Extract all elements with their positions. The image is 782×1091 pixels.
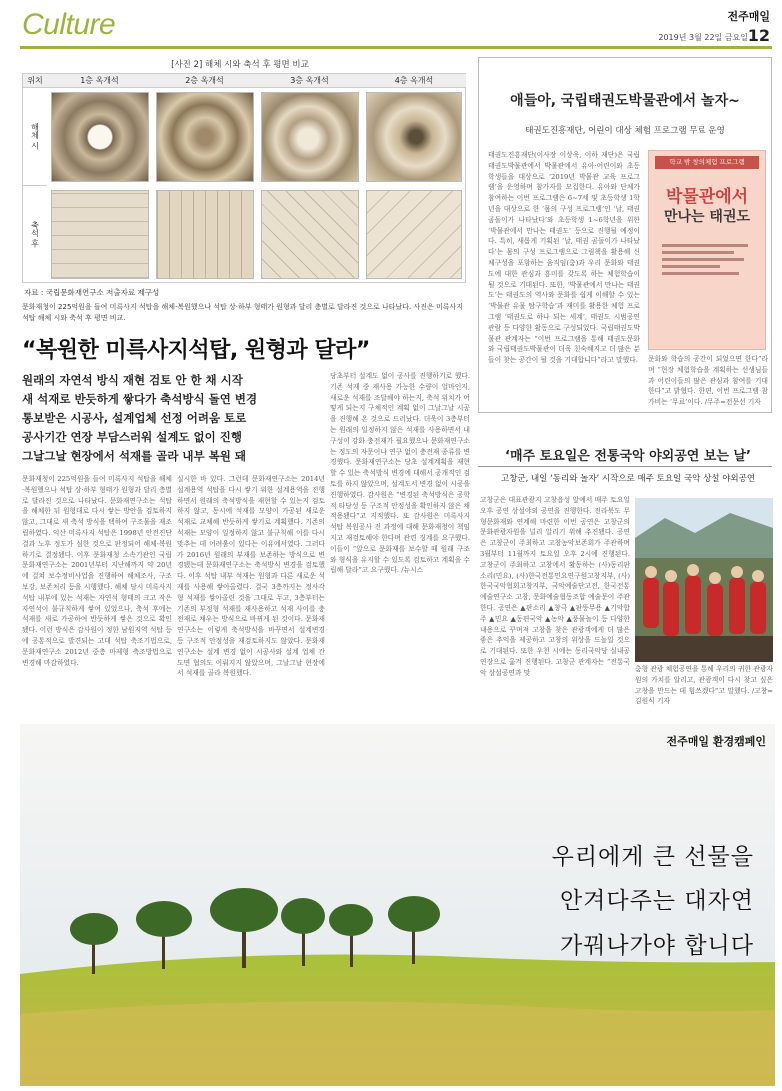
main-headline: “복원한 미륵사지석탑, 원형과 달라” <box>22 338 370 363</box>
photo-floor1-dismantle <box>51 92 149 182</box>
photo-floor3-after <box>261 190 359 279</box>
paper-name: 전주매일 <box>727 10 770 23</box>
column-header-1: 1층 옥개석 <box>47 74 152 88</box>
row-label-after: 축석 후 <box>30 221 40 248</box>
poster-details <box>662 244 758 296</box>
article-column-3: 당초부터 설계도 없이 공사를 진행하기로 했다. 기존 석재 중 재사용 가능한 수량이 얼마인지, 새로운 석재를 조달해야 하는지, 축석 위치가 어떻게 되는지 구체적인 계획 없이 그날그날 시공을 진행해 온 것으로 드러났다. 더욱이 3층부터는 원래의 일정하지 않은 석재를 사용하면서 내구성이 강화 충전재가 필요했으나 문화재연구소는 정도의 자문이나 연구 없이 충전재 종류를 변경했다. 문화재연구소는 당초 설계계획을 재현할 수 있는 축석방식 변경에 대해서 공개적인 검토를 하지 않았으며, 설계도서 변경 없이 시공을 진행하였다. 감사원은 “변경된 축석방식은 공학적 타당성 등 구조적 안정성을 확인하지 않은 채 적용됐다”고 지적했다. 또 감사원은 미륵사지 석탑 복원공사 전 과정에 대해 문화재청이 책임지고 재검토해야 한다며 관련 징계를 요구했다. 이들이 “앞으로 문화재를 보수할 때 원래 구조와 형식을 유지할 수 있도록 검토하고 계획을 수립해 달라”고 요구했다. /뉴시스 <box>330 372 470 575</box>
ad-slogan-line-1: 우리에게 큰 선물을 <box>551 844 754 870</box>
subheading-5: 그날그날 현장에서 석재를 골라 내부 복원 돼 <box>22 449 246 463</box>
column-header-2: 2층 옥개석 <box>152 74 257 88</box>
poster-title-line1: 박물관에서 <box>665 187 749 207</box>
column-header-4: 4층 옥개석 <box>362 74 466 88</box>
subheading-3: 통보받은 시공사, 설계업체 선정 어려움 토로 <box>22 411 247 425</box>
gugak-article-body: 고창군은 대표관광지 고창읍성 앞에서 매주 토요일 오후 공연 상설야외 공연을 진행한다. 전라북도 무형문화재와 연계해 마련한 이번 공연은 고창군의 문화관광자원을 널리 알리기 위해 추진됐다. 공연은 고창군이 주최하고 고창농악보존회가 주관하며 3월부터 11월까지 토요일 오후 2시에 진행된다. 고창군이 주최하고 고창에서 활동하는 (사)동리판소리(민요), (사)한국전통민요연구원고창지부, (사)한국국악협회고창지부, 국악예술단고전, 한국전통예술연구소 고창, 문화예술협동조합 예술문이 주관한다. 공연은 ▲판소리 ▲창극 ▲판뚱무용 ▲기악합주 ▲민요 ▲동편국악 ▲농악 ▲풍물놀이 등 다양한 내용으로 꾸며져 고창을 찾은 관광객에게 더 많은 좋은 추억을 제공하고 고창의 위상을 드높일 것으로 기대된다. 또한 우천 시에는 동리국악당 실내공연장으로 옮겨 진행된다. 고창군 관계자는 “전통국악 상설공연과 맞 <box>480 496 630 677</box>
column-header-3: 3층 옥개석 <box>257 74 362 88</box>
photo-caption: [사진 2] 해체 시와 축석 후 평면 비교 <box>171 60 309 70</box>
photo-floor3-dismantle <box>261 92 359 182</box>
museum-subheadline: 태권도진흥재단, 어린이 대상 체험 프로그램 무료 운영 <box>525 126 725 136</box>
page-date: 2019년 3월 22일 금요일 <box>658 33 748 42</box>
gugak-performance-photo <box>635 498 773 662</box>
photo-comparison-table <box>22 73 466 283</box>
photo-floor1-after <box>51 190 149 279</box>
photo-floor4-dismantle <box>366 92 462 182</box>
gugak-headline: ‘매주 토요일은 전통국악 야외공연 보는 날’ <box>505 449 751 464</box>
subheading-4: 공사기간 연장 부담스러워 설계도 없이 진행 <box>22 430 242 444</box>
column-header-position: 위치 <box>23 74 47 88</box>
ad-campaign-label: 전주매일 환경캠페인 <box>666 735 766 748</box>
ad-slogan-line-2: 안겨다주는 대자연 <box>559 888 754 914</box>
museum-headline: 애들아, 국립태권도박물관에서 놀자~ <box>510 93 740 109</box>
gugak-rule <box>478 466 772 467</box>
article-column-1: 문화재청이 225억원을 들여 미륵사지 석탑을 해체·복원했으나 석탑 상·하부 형태가 원형과 달리 층별로 달라진 것으로 나타났다. 문화재연구소는 석탑을 해체한 뒤 원형대로 다시 쌓는 방안을 검토하지 않고, 그대로 새 축석 방식을 택하여 구조물을 재조립하였다. 익산 미륵사지 석탑은 1998년 안전진단 결과 노후 정도가 심한 것으로 판정되어 해체·복원하기로 결정됐다. 이후 문화재청 소속기관인 국립문화재연구소는 2001년부터 지난해까지 약 20년에 걸쳐 보수정비사업을 진행하여 해체조사, 구조보강, 보존처리 등을 시행했다. 해체 당시 미륵사지 석탑 내부에 있는 석재는 자연석 형태의 크고 작은 자연석이 불규칙하게 쌓여 있었으나, 축석 후에는 석재를 새로 가공하여 반듯하게 쌓은 것으로 확인됐다. 이런 방식은 감사원이 정한 남원지역 석탑 등에 공통적으로 발견되는 고대 석탑 축조기법으로, 문화재연구소 2012년 중층 마제형 축조방법으로 변경해 마감하였다. <box>22 475 172 667</box>
photo-floor4-after <box>366 190 462 279</box>
poster-title-line2: 만나는 태권도 <box>663 209 751 225</box>
poster-banner: 학교 밖 창의체험 프로그램 <box>655 156 759 169</box>
subheading-2: 새 석재로 반듯하게 쌓다가 축석방식 돌연 변경 <box>22 392 258 406</box>
ad-slogan-line-3: 가꿔나가야 합니다 <box>559 933 754 959</box>
subheading-1: 원래의 자연석 방식 재현 검토 안 한 채 시작 <box>22 373 243 387</box>
row-label-dismantle: 해체 시 <box>23 88 47 186</box>
article-column-2: 실시한 바 있다. 그런데 문화재연구소는 2014년 설계용역 석탑을 다시 쌓기 위한 설계용역을 진행하면서 원래의 축석방식을 재현할 수 있는지 검토하지 않고, 동시에 석재를 모양이 가공된 새로운 석재로 교체해 반듯하게 쌓기로 계획했다. 기존의 석재는 모양이 일정하지 않고 불규칙해 이를 다시 맞추는 데 어려움이 있다는 이유에서였다. 그러다가 2016년 원래의 부재를 보존하는 방식으로 변경됐는데 문화재연구소는 축석방식 변경을 검토했다. 이후 석탑 내부 석재는 원형과 다른 새로운 석재를 사용해 쌓아올렸다. 결국 3층까지는 정사각형 석재를 쌓아올린 것을 그대로 두고, 3층부터는 기존의 부정형 석재를 재사용하고 석재 사이를 충전재로 채우는 방식으로 바뀌게 된 것이다. 문화재연구소는 이렇게 축석방식을 바꾸면서 설계변경 등 구조적 안정성을 재검토하지도 않았다. 문화재연구소는 설계 변경 없이 시공사와 설계 업체 간 도면 협의도 이뤄지지 않았으며, 그날그날 현장에서 석재를 골라 복원했다. <box>177 475 325 678</box>
gugak-subheadline: 고창군, 내일 ‘동리와 놀자’ 시작으로 매주 토요일 국악 상설 야외공연 <box>500 474 756 484</box>
museum-article-body: 태권도진흥재단(이사장 이상욱, 이하 재단)은 국립태권도박물관에서 박물관에서 유아·어린이와 초등학생들을 대상으로 ‘2019년 박물관 교육 프로그램’을 운영하며 참가자를 모집한다. 유아와 단체가 참여하는 이번 프로그램은 6~7세 및 초등학생 1학년을 대상으로 한 ‘몸의 구성 프로그램’인 ‘날, 태권 곰돌이가 나타났다’와 초등학생 1~6학년을 위한 ‘박물관에서 만나는 태권도’ 등으로 진행될 예정이다. 특히, 새롭게 기획된 ‘날, 태권 곰돌이가 나타났다’는 몸의 구성 프로그램으로 그림책을 활용해 신체구성을 포함하는 움직임(춤)과 우리 문화와 태권도에 대한 관심과 흥미를 갖도록 하는 체험학습이 될 것으로 기대된다. 또한, ‘박물관에서 만나는 태권도’는 태권도의 역사와 문화를 쉽게 이해할 수 있는 ‘박물관 유물 탐구학습’과 재미를 활용한 체험 프로그램 ‘태권도로 하나 되는 세계’, 태권도 시범공연 관람 등 다양한 활동으로 구성되었다. 국립태권도박물관 관계자는 “이번 프로그램을 통해 태권도문화와 국립태권도박물관이 더욱 친숙해지고 더 많은 분들이 찾는 공간이 될 것을 기대합니다”라고 말했다. <box>488 151 640 365</box>
photo-floor2-after <box>156 190 254 279</box>
photo-source: 자료 : 국립문화재연구소 저출자료 제구성 <box>24 288 160 297</box>
museum-article-body-end: 문화와 학습의 공간이 되었으면 한다”라며 “현장 체험학습을 계획하는 선생님들과 어린이들의 많은 관심과 참여를 기대한다”고 밝혔다. 한편, 이번 프로그램 참가비는 ‘무료’이다. /무주=전문선 기자 <box>648 355 768 407</box>
photo-floor2-dismantle <box>156 92 254 182</box>
gugak-article-body-end: 춤형 관광 체험공연을 통해 우리의 귀한 관광자원의 가치를 알리고, 관광객이 다시 찾고 싶은 고창을 만드는 데 힘쓰겠다”고 말했다. /고창=김원식 기자 <box>635 665 773 706</box>
section-title: Culture <box>22 8 116 41</box>
header-rule <box>20 46 772 49</box>
photo-description: 문화재청이 225억원을 들여 미륵사지 석탑을 해체·복원했으나 석탑 상·하부 형태가 원형과 달리 층별로 달라진 것으로 나타났다. 사진은 미륵사지 석탑 해체 시와 축석 후 평면 비교. <box>22 303 464 322</box>
page-number: 12 <box>747 26 770 45</box>
